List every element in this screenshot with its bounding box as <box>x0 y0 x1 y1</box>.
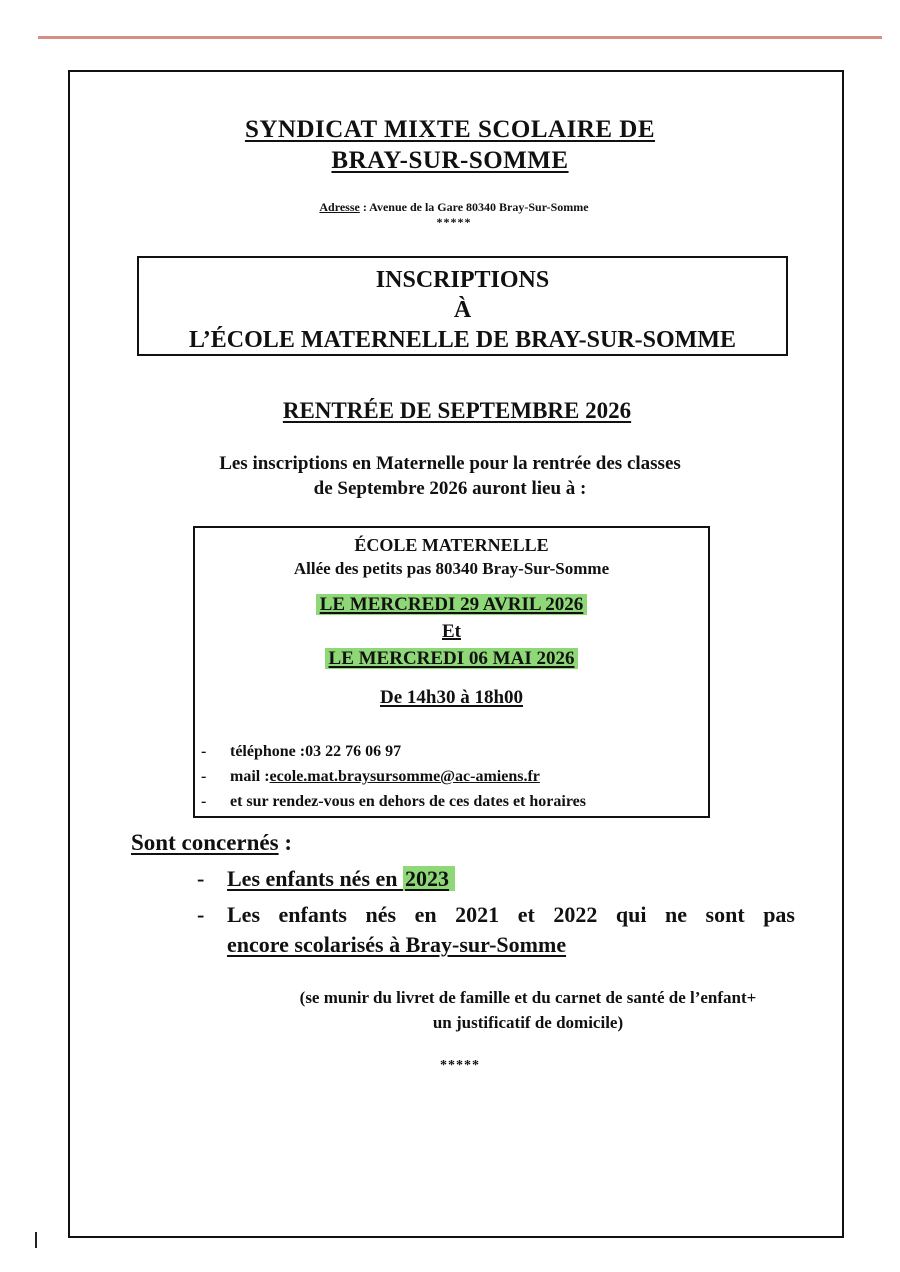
contact-phone-label: téléphone : <box>230 743 306 760</box>
intro-line-2: de Septembre 2026 auront lieu à : <box>313 478 587 499</box>
contact-bullet: - <box>201 743 207 760</box>
contact-phone-value: 03 22 76 06 97 <box>305 743 402 760</box>
school-info-box <box>193 526 710 818</box>
scan-artifact-mark <box>35 1232 37 1248</box>
concerned-year-highlight: 2023 <box>403 866 455 891</box>
school-name: ÉCOLE MATERNELLE <box>354 535 549 555</box>
concerned-item-2021-2022 <box>197 900 797 960</box>
concerned-item-line-2: encore scolarisés à Bray-sur-Somme <box>227 932 567 957</box>
contact-appointment <box>201 789 586 814</box>
registration-date-1 <box>195 594 708 616</box>
contact-email-label: mail : <box>230 768 270 785</box>
concerned-item-prefix: Les enfants nés en <box>227 866 404 891</box>
school-address: Allée des petits pas 80340 Bray-Sur-Somme <box>293 559 610 578</box>
concerned-item-2023 <box>197 864 797 894</box>
contact-list <box>201 739 586 814</box>
header-separator: ***** <box>436 215 472 229</box>
scan-top-edge-line <box>38 36 882 39</box>
concerned-heading: Sont concernés : <box>131 830 292 855</box>
contact-appointment-text: et sur rendez-vous en dehors de ces dates et horaires <box>230 793 586 810</box>
concerned-item-line-1: Les enfants nés en 2021 et 2022 qui ne sont pas <box>227 902 795 927</box>
date-2-highlight: LE MERCREDI 06 MAI 2026 <box>325 648 579 669</box>
title-line-1: SYNDICAT MIXTE SCOLAIRE DE <box>244 116 656 143</box>
list-bullet: - <box>197 866 205 891</box>
contact-bullet: - <box>201 793 207 810</box>
registration-date-2 <box>195 648 708 670</box>
organization-title <box>0 114 900 176</box>
date-conjunction: Et <box>442 621 461 642</box>
date-1-highlight: LE MERCREDI 29 AVRIL 2026 <box>316 594 588 615</box>
contact-phone <box>201 739 586 764</box>
documents-note <box>0 985 900 1035</box>
note-line-2: un justificatif de domicile) <box>432 1013 624 1032</box>
registration-hours: De 14h30 à 18h00 <box>379 687 524 708</box>
intro-paragraph <box>0 451 900 501</box>
banner-line-1: INSCRIPTIONS <box>375 267 550 293</box>
banner-line-2: À <box>453 297 472 323</box>
concerned-list <box>197 864 797 966</box>
footer-separator: ***** <box>440 1058 480 1073</box>
list-bullet: - <box>197 902 205 927</box>
contact-bullet: - <box>201 768 207 785</box>
intro-line-1: Les inscriptions en Maternelle pour la rentrée des classes <box>219 453 681 474</box>
organization-address <box>0 199 900 215</box>
note-line-1: (se munir du livret de famille et du carnet de santé de l’enfant+ <box>299 988 757 1007</box>
rentree-heading: RENTRÉE DE SEPTEMBRE 2026 <box>282 398 632 423</box>
contact-email-link[interactable]: ecole.mat.braysursomme@ac-amiens.fr <box>269 768 540 785</box>
banner-line-3: L’ÉCOLE MATERNELLE DE BRAY-SUR-SOMME <box>189 327 736 353</box>
inscriptions-banner <box>137 256 788 356</box>
address-label: Adresse <box>319 200 360 214</box>
contact-email <box>201 764 586 789</box>
address-value: : Avenue de la Gare 80340 Bray-Sur-Somme <box>359 200 589 214</box>
title-line-2: BRAY-SUR-SOMME <box>331 147 569 174</box>
